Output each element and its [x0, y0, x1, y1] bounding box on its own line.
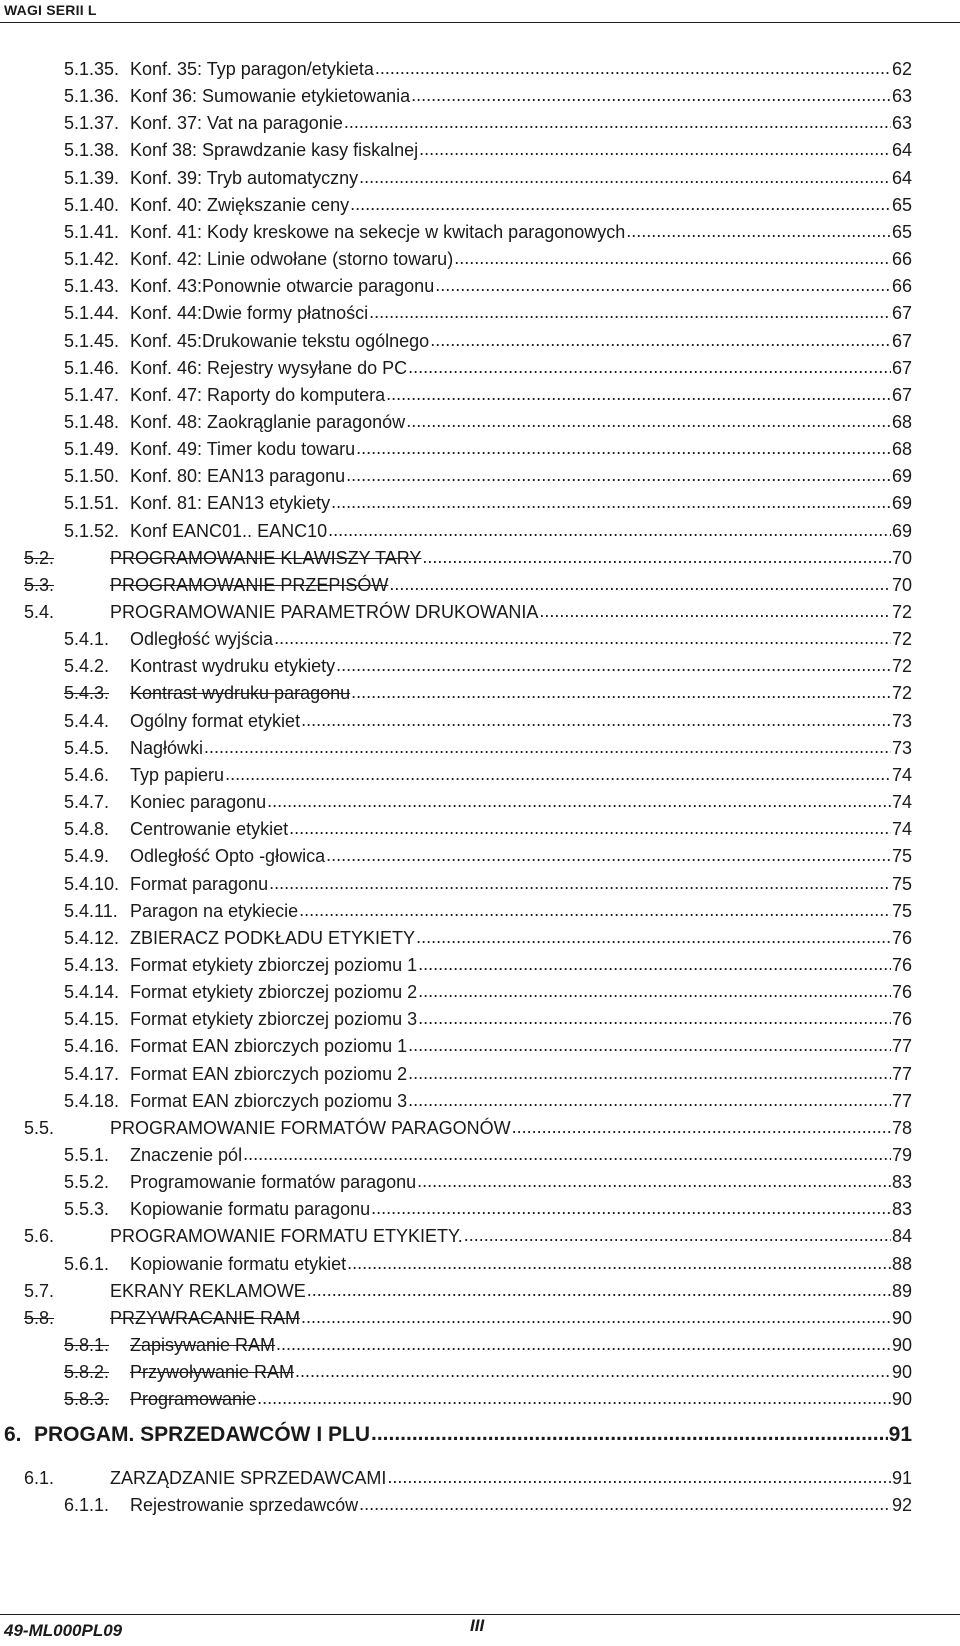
toc-entry-title: PROGRAMOWANIE FORMATÓW PARAGONÓW: [110, 1117, 511, 1138]
toc-entry-number: 5.4.11.: [64, 900, 118, 921]
toc-entry-title: Konf 38: Sprawdzanie kasy fiskalnej: [130, 140, 419, 161]
toc-dot-leader: [371, 1197, 891, 1219]
toc-entry-number: 5.3.: [24, 574, 55, 595]
toc-entry-number: 5.1.51.: [64, 493, 120, 514]
toc-entry[interactable]: [24, 1225, 912, 1247]
toc-entry-number: 5.4.14.: [64, 982, 120, 1003]
toc-entry-page: 67: [891, 330, 912, 351]
toc-entry-title: ZBIERACZ PODKŁADU ETYKIETY: [130, 927, 416, 948]
toc-entry[interactable]: [64, 764, 912, 786]
toc-entry-page: 90: [891, 1362, 912, 1383]
toc-entry[interactable]: [64, 791, 912, 813]
toc-entry-number: 5.4.10.: [64, 873, 120, 894]
toc-dot-leader: [430, 329, 891, 351]
toc-entry[interactable]: [64, 357, 912, 379]
toc-entry[interactable]: [64, 900, 912, 922]
toc-entry-title: Przywoływanie RAM: [130, 1362, 295, 1383]
footer-page-number: III: [470, 1616, 485, 1635]
toc-entry-number: 5.4.5.: [64, 737, 110, 758]
toc-entry-title: Konf. 35: Typ paragon/etykieta: [130, 59, 374, 79]
toc-dot-leader: [417, 1170, 891, 1192]
toc-entry-page: 90: [891, 1335, 912, 1356]
toc-entry-page: 74: [891, 792, 912, 813]
toc-entry-number: 5.1.47.: [64, 384, 120, 405]
toc-dot-leader: [512, 1116, 891, 1138]
toc-dot-leader: [375, 57, 891, 79]
toc-entry-number: 5.1.38.: [64, 140, 120, 161]
toc-entry-number: 5.1.37.: [64, 113, 120, 134]
toc-entry[interactable]: [64, 1144, 912, 1166]
toc-entry[interactable]: [64, 248, 912, 270]
toc-entry-title: Konf. 41: Kody kreskowe na sekecje w kwitach paragonowych: [130, 221, 626, 242]
toc-entry-title: Odległość Opto -głowica: [130, 846, 326, 867]
toc-entry-number: 5.4.7.: [64, 792, 110, 813]
toc-entry-page: 76: [891, 982, 912, 1003]
toc-entry-title: Konf. 44:Dwie formy płatności: [130, 303, 369, 324]
toc-entry-page: 75: [891, 846, 912, 867]
toc-entry-page: 74: [891, 819, 912, 840]
toc-dot-leader: [626, 220, 891, 242]
toc-entry-title: Programowanie formatów paragonu: [130, 1172, 417, 1193]
toc-entry[interactable]: [64, 1361, 912, 1383]
toc-entry-title: PROGRAMOWANIE FORMATU ETYKIETY.: [110, 1226, 463, 1247]
toc-dot-leader: [328, 519, 891, 541]
toc-entry-page: 69: [891, 466, 912, 487]
toc-entry-number: 5.5.: [24, 1117, 55, 1138]
toc-entry-page: 76: [891, 927, 912, 948]
toc-entry[interactable]: [64, 520, 912, 542]
toc-entry-page: 63: [891, 86, 912, 107]
toc-entry-number: 5.1.50.: [64, 466, 120, 487]
toc-entry-title: Konf. 47: Raporty do komputera: [130, 384, 386, 405]
toc-dot-leader: [386, 383, 891, 405]
toc-entry[interactable]: [64, 1253, 912, 1275]
toc-entry-title: Format EAN zbiorczych poziomu 2: [130, 1063, 408, 1084]
toc-entry[interactable]: [64, 330, 912, 352]
toc-entry-page: 68: [891, 439, 912, 460]
toc-entry-number: 5.8.: [24, 1307, 55, 1328]
toc-entry-page: 64: [891, 140, 912, 161]
toc-entry[interactable]: [64, 411, 912, 433]
toc-entry-page: 67: [891, 357, 912, 378]
toc-entry-title: Konf. 39: Tryb automatyczny: [130, 167, 359, 188]
toc-entry-number: 5.1.42.: [64, 249, 120, 270]
toc-entry-page: 91: [888, 1422, 912, 1446]
toc-entry[interactable]: [64, 275, 912, 297]
toc-dot-leader: [243, 1143, 891, 1165]
toc-dot-leader: [411, 84, 891, 106]
toc-entry-page: 63: [891, 113, 912, 134]
toc-entry[interactable]: [64, 1035, 912, 1057]
toc-entry-number: 5.8.1.: [64, 1335, 110, 1356]
toc-entry-number: 5.4.1.: [64, 629, 110, 650]
footer-rule: [0, 1614, 960, 1615]
toc-entry-page: 77: [891, 1090, 912, 1111]
toc-entry[interactable]: [64, 737, 912, 759]
toc-entry-page: 72: [891, 629, 912, 650]
toc-entry[interactable]: [64, 1090, 912, 1112]
toc-dot-leader: [346, 464, 891, 486]
toc-entry-title: Konf EANC01.. EANC10: [130, 520, 328, 541]
toc-entry[interactable]: [64, 927, 912, 949]
toc-entry-number: 5.4.: [24, 602, 55, 622]
toc-entry-title: Format EAN zbiorczych poziomu 3: [130, 1090, 408, 1111]
toc-entry-title: PROGRAMOWANIE KLAWISZY TARY: [110, 547, 422, 568]
toc-entry-title: Format paragonu: [130, 873, 269, 894]
toc-dot-leader: [351, 681, 891, 703]
toc-entry-number: 5.4.12.: [64, 927, 120, 948]
toc-dot-leader: [408, 356, 891, 378]
toc-entry-number: 5.4.13.: [64, 954, 120, 975]
toc-dot-leader: [539, 600, 891, 622]
toc-entry-title: Konf. 40: Zwiększanie ceny: [130, 194, 350, 215]
toc-entry-number: 5.1.39.: [64, 167, 120, 188]
toc-entry[interactable]: [64, 492, 912, 514]
toc-entry[interactable]: [64, 1171, 912, 1193]
toc-dot-leader: [331, 491, 891, 513]
toc-entry-number: 5.5.2.: [64, 1172, 110, 1193]
toc-entry-page: 92: [891, 1494, 912, 1515]
toc-entry-title: Zapisywanie RAM: [130, 1335, 276, 1356]
toc-entry-number: 5.4.6.: [64, 764, 110, 785]
toc-entry-page: 77: [891, 1036, 912, 1057]
toc-entry-title: PROGAM. SPRZEDAWCÓW I PLU: [34, 1422, 370, 1446]
toc-entry[interactable]: [64, 1008, 912, 1030]
toc-entry-title: PROGRAMOWANIE PARAMETRÓW DRUKOWANIA: [110, 602, 539, 622]
toc-dot-leader: [356, 437, 891, 459]
toc-entry-title: Format EAN zbiorczych poziomu 1: [130, 1036, 408, 1057]
toc-entry-page: 73: [891, 710, 912, 731]
toc-entry-title: ZARZĄDZANIE SPRZEDAWCAMI: [110, 1467, 387, 1488]
toc-entry-title: Kopiowanie formatu etykiet: [130, 1253, 347, 1274]
toc-entry-title: Konf. 45:Drukowanie tekstu ogólnego: [130, 330, 430, 351]
toc-dot-leader: [422, 546, 891, 568]
toc-dot-leader: [464, 1224, 891, 1246]
toc-entry[interactable]: [64, 302, 912, 324]
header-title: WAGI SERII L: [4, 2, 97, 18]
toc-entry-page: 83: [891, 1199, 912, 1220]
toc-entry[interactable]: [64, 818, 912, 840]
toc-entry-page: 66: [891, 276, 912, 297]
toc-entry-number: 5.1.36.: [64, 86, 120, 107]
toc-entry-number: 5.4.9.: [64, 846, 110, 867]
toc-entry-page: 69: [891, 520, 912, 541]
toc-entry-title: EKRANY REKLAMOWE: [110, 1280, 306, 1301]
toc-entry-number: 5.8.3.: [64, 1389, 110, 1410]
toc-entry[interactable]: [64, 384, 912, 406]
toc-entry-page: 75: [891, 900, 912, 921]
toc-entry-page: 74: [891, 764, 912, 785]
toc-entry-title: Koniec paragonu: [130, 792, 267, 813]
toc-entry-page: 64: [891, 167, 912, 188]
toc-entry-title: Konf. 48: Zaokrąglanie paragonów: [130, 411, 406, 432]
toc-entry-title: Konf. 43:Ponownie otwarcie paragonu: [130, 276, 435, 297]
toc-entry-number: 5.1.44.: [64, 303, 120, 324]
toc-entry-page: 84: [891, 1226, 912, 1247]
toc-entry-number: 5.4.17.: [64, 1063, 120, 1084]
toc-entry-title: Konf. 80: EAN13 paragonu: [130, 466, 346, 487]
toc-entry[interactable]: [64, 438, 912, 460]
toc-entry-page: 68: [891, 411, 912, 432]
toc-entry-number: 5.1.49.: [64, 439, 120, 460]
toc-entry-page: 73: [891, 737, 912, 758]
toc-entry-page: 72: [891, 683, 912, 704]
toc-entry[interactable]: [64, 1334, 912, 1356]
toc-entry-title: PROGRAMOWANIE PRZEPISÓW: [110, 574, 389, 595]
toc-entry[interactable]: [64, 1388, 912, 1410]
toc-entry-page: 79: [891, 1145, 912, 1165]
toc-entry-number: 5.1.40.: [64, 194, 120, 215]
toc-dot-leader: [347, 1252, 891, 1274]
toc-entry[interactable]: [64, 873, 912, 895]
toc-entry-number: 6.1.1.: [64, 1494, 110, 1515]
toc-dot-leader: [295, 1360, 891, 1382]
toc-dot-leader: [435, 274, 891, 296]
toc-entry-page: 77: [891, 1063, 912, 1084]
toc-entry-page: 78: [891, 1117, 912, 1138]
toc-entry[interactable]: [64, 710, 912, 732]
toc-dot-leader: [408, 1062, 891, 1084]
toc-entry-number: 5.5.3.: [64, 1199, 110, 1220]
toc-dot-leader: [289, 817, 891, 839]
toc-dot-leader: [299, 899, 891, 921]
toc-entry-page: 90: [891, 1389, 912, 1410]
toc-entry-title: Format etykiety zbiorczej poziomu 3: [130, 1009, 418, 1030]
toc-entry-number: 6.1.: [24, 1467, 55, 1488]
toc-dot-leader: [350, 193, 891, 215]
toc-dot-leader: [301, 1306, 891, 1328]
toc-entry-title: Odległość wyjścia: [130, 629, 274, 650]
toc-dot-leader: [408, 1089, 891, 1111]
toc-entry-page: 89: [891, 1280, 912, 1301]
toc-entry-title: Konf. 81: EAN13 etykiety: [130, 493, 331, 514]
toc-entry-number: 5.1.35.: [64, 59, 120, 79]
toc-entry-title: Kopiowanie formatu paragonu: [130, 1199, 371, 1220]
toc-entry-page: 70: [891, 547, 912, 568]
toc-entry-page: 83: [891, 1172, 912, 1193]
toc-entry-number: 5.1.45.: [64, 330, 120, 351]
toc-entry[interactable]: [64, 221, 912, 243]
toc-entry-number: 5.2.: [24, 547, 55, 568]
toc-entry-number: 5.4.15.: [64, 1009, 120, 1030]
toc-dot-leader: [419, 138, 891, 160]
toc-entry[interactable]: [64, 58, 912, 80]
toc-entry-title: Typ papieru: [130, 764, 225, 785]
toc-dot-leader: [418, 1007, 891, 1029]
toc-dot-leader: [276, 1333, 891, 1355]
toc-entry[interactable]: [64, 954, 912, 976]
toc-entry-title: Konf. 37: Vat na paragonie: [130, 113, 343, 134]
toc-entry-number: 5.4.16.: [64, 1036, 120, 1057]
toc-dot-leader: [408, 1034, 891, 1056]
toc-dot-leader: [387, 1466, 891, 1488]
toc-entry-page: 91: [891, 1467, 912, 1488]
toc-entry-title: Kontrast wydruku paragonu: [130, 683, 351, 704]
toc-entry[interactable]: [64, 1494, 912, 1516]
toc-entry-number: 5.4.18.: [64, 1090, 120, 1111]
toc-entry-title: Kontrast wydruku etykiety: [130, 656, 336, 677]
toc-entry-page: 72: [891, 656, 912, 677]
toc-entry-page: 75: [891, 873, 912, 894]
toc-entry-title: Konf. 46: Rejestry wysyłane do PC: [130, 357, 408, 378]
toc-entry[interactable]: [64, 1198, 912, 1220]
toc-dot-leader: [454, 247, 891, 269]
toc-entry[interactable]: [24, 1280, 912, 1302]
toc-entry[interactable]: [24, 574, 912, 596]
toc-entry-page: 69: [891, 493, 912, 514]
toc-entry-number: 5.1.43.: [64, 276, 120, 297]
toc-dot-leader: [371, 1423, 888, 1445]
toc-entry[interactable]: [64, 655, 912, 677]
toc-entry-page: 67: [891, 303, 912, 324]
toc-dot-leader: [418, 980, 891, 1002]
toc-entry[interactable]: [64, 465, 912, 487]
toc-entry[interactable]: [64, 981, 912, 1003]
toc-entry-title: Konf. 42: Linie odwołane (storno towaru): [130, 249, 454, 270]
toc-entry-title: Nagłówki: [130, 737, 204, 758]
toc-entry-title: Znaczenie pól: [130, 1145, 243, 1165]
toc-dot-leader: [359, 166, 891, 188]
toc-entry-page: 76: [891, 1009, 912, 1030]
toc-entry[interactable]: [4, 1424, 912, 1446]
toc-entry-page: 76: [891, 954, 912, 975]
toc-entry-page: 65: [891, 221, 912, 242]
toc-entry-title: Rejestrowanie sprzedawców: [130, 1494, 359, 1515]
toc-dot-leader: [344, 111, 891, 133]
toc-dot-leader: [267, 790, 891, 812]
toc-dot-leader: [274, 627, 891, 649]
toc-entry[interactable]: [64, 682, 912, 704]
toc-entry-page: 67: [891, 384, 912, 405]
toc-entry-page: 65: [891, 194, 912, 215]
toc-entry-number: 5.1.46.: [64, 357, 120, 378]
toc-entry-page: 62: [891, 59, 912, 79]
toc-entry[interactable]: [64, 628, 912, 650]
toc-dot-leader: [301, 709, 891, 731]
toc-entry-page: 70: [891, 574, 912, 595]
toc-entry[interactable]: [24, 1307, 912, 1329]
toc-entry-page: 66: [891, 249, 912, 270]
toc-entry-title: Centrowanie etykiet: [130, 819, 289, 840]
toc-dot-leader: [204, 736, 891, 758]
toc-dot-leader: [225, 763, 891, 785]
toc-entry[interactable]: [24, 601, 912, 623]
toc-entry[interactable]: [64, 194, 912, 216]
header-rule: [0, 22, 960, 23]
toc-entry-number: 5.4.2.: [64, 656, 110, 677]
toc-entry-title: Konf 36: Sumowanie etykietowania: [130, 86, 411, 107]
toc-entry-title: Konf. 49: Timer kodu towaru: [130, 439, 356, 460]
toc-entry[interactable]: [64, 139, 912, 161]
toc-entry-number: 5.1.52.: [64, 520, 120, 541]
toc-entry-number: 5.1.48.: [64, 411, 120, 432]
toc-entry-title: Format etykiety zbiorczej poziomu 2: [130, 982, 418, 1003]
toc-dot-leader: [269, 872, 891, 894]
toc-entry-number: 5.7.: [24, 1280, 55, 1301]
toc-dot-leader: [336, 654, 891, 676]
toc-entry[interactable]: [64, 85, 912, 107]
toc-entry-title: Programowanie: [130, 1389, 257, 1410]
toc-entry-title: PRZYWRACANIE RAM: [110, 1307, 301, 1328]
toc-dot-leader: [418, 953, 891, 975]
toc-dot-leader: [389, 573, 891, 595]
toc-entry-number: 5.6.: [24, 1226, 55, 1247]
toc-entry-title: Paragon na etykiecie: [130, 900, 299, 921]
toc-entry-number: 5.6.1.: [64, 1253, 110, 1274]
toc-entry-page: 88: [891, 1253, 912, 1274]
toc-entry-page: 90: [891, 1307, 912, 1328]
toc-entry-title: Format etykiety zbiorczej poziomu 1: [130, 954, 418, 975]
toc-dot-leader: [369, 301, 891, 323]
toc-dot-leader: [359, 1493, 891, 1515]
toc-entry[interactable]: [64, 167, 912, 189]
toc-entry[interactable]: [64, 1063, 912, 1085]
toc-entry-title: Ogólny format etykiet: [130, 710, 301, 731]
toc-entry-number: 5.4.3.: [64, 683, 110, 704]
toc-entry-number: 5.8.2.: [64, 1362, 110, 1383]
page-header: [0, 0, 960, 24]
toc-dot-leader: [406, 410, 891, 432]
toc-entry-page: 72: [891, 602, 912, 622]
footer-doc-code: 49-ML000PL09: [4, 1621, 123, 1640]
toc-dot-leader: [416, 926, 891, 948]
toc-entry[interactable]: [64, 112, 912, 134]
toc-dot-leader: [257, 1387, 891, 1409]
toc-entry[interactable]: [24, 1117, 912, 1139]
toc-dot-leader: [326, 844, 891, 866]
toc-entry[interactable]: [64, 845, 912, 867]
toc-entry[interactable]: [24, 547, 912, 569]
toc-entry-number: 5.5.1.: [64, 1145, 110, 1165]
toc-entry-number: 5.1.41.: [64, 221, 120, 242]
toc-entry-number: 5.4.4.: [64, 710, 110, 731]
toc-entry-number: 6.: [4, 1422, 22, 1446]
toc-dot-leader: [307, 1279, 891, 1301]
toc-entry[interactable]: [24, 1467, 912, 1489]
toc-entry-number: 5.4.8.: [64, 819, 110, 840]
